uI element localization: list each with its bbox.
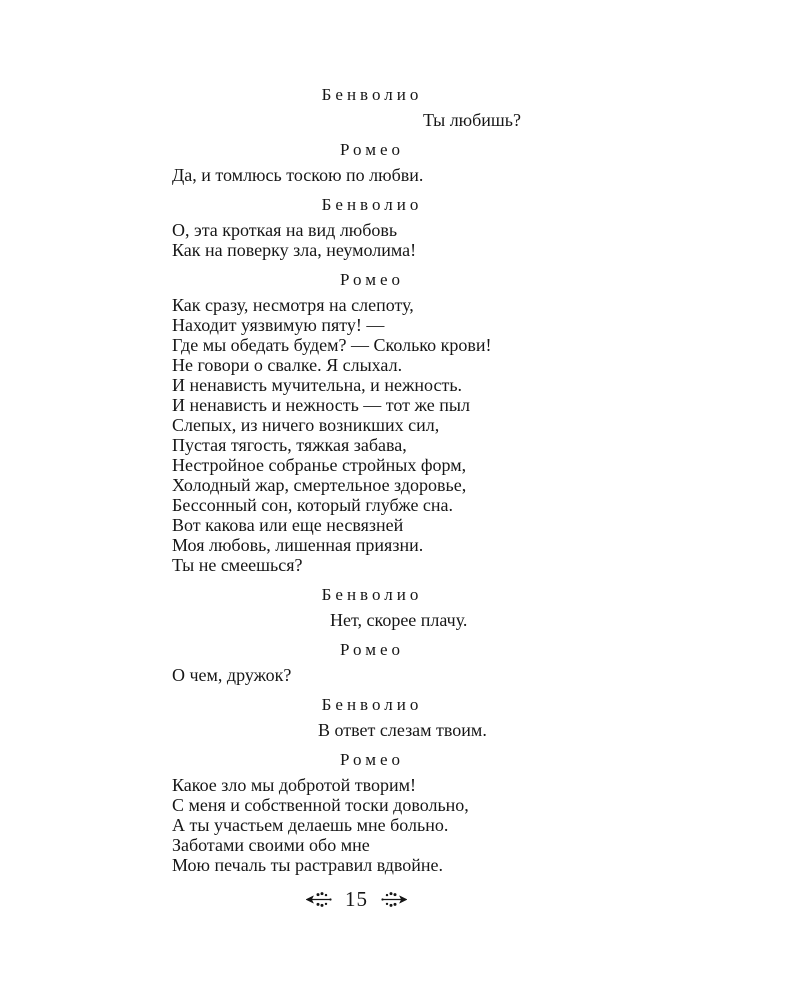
speaker-heading: Ромео	[339, 640, 404, 659]
verse-line: Вот какова или еще несвязней	[172, 515, 404, 535]
page-number: 15	[345, 887, 368, 911]
verse-line: Заботами своими обо мне	[172, 835, 370, 855]
verse-line: О чем, дружок?	[172, 665, 292, 685]
verse-line: В ответ слезам твоим.	[318, 720, 487, 740]
speaker-heading: Ромео	[339, 270, 404, 289]
verse-line: Как на поверку зла, неумолима!	[172, 240, 417, 260]
verse-line: А ты участьем делаешь мне больно.	[172, 815, 449, 835]
verse-line: Да, и томлюсь тоскою по любви.	[172, 165, 424, 185]
verse-line: О, эта кроткая на вид любовь	[172, 220, 398, 240]
verse-line: Находит уязвимую пяту! —	[172, 315, 385, 335]
verse-text-block	[172, 75, 572, 875]
speaker-heading: Бенволио	[321, 85, 423, 104]
verse-line: Не говори о свалке. Я слыхал.	[172, 355, 403, 375]
verse-line: Ты не смеешься?	[172, 555, 303, 575]
verse-line: Холодный жар, смертельное здоровье,	[172, 475, 467, 495]
speaker-heading: Бенволио	[321, 195, 423, 214]
verse-line: Мою печаль ты растравил вдвойне.	[172, 855, 444, 875]
speaker-heading: Ромео	[339, 750, 404, 769]
speaker-heading: Бенволио	[321, 695, 423, 714]
page-footer	[305, 887, 408, 911]
verse-line: Бессонный сон, который глубже сна.	[172, 495, 454, 515]
verse-line: С меня и собственной тоски довольно,	[172, 795, 469, 815]
speaker-heading: Ромео	[339, 140, 404, 159]
verse-line: Слепых, из ничего возникших сил,	[172, 415, 440, 435]
verse-line: Нет, скорее плачу.	[330, 610, 468, 630]
verse-line: И ненависть мучительна, и нежность.	[172, 375, 463, 395]
verse-line: Пустая тягость, тяжкая забава,	[172, 435, 407, 455]
verse-line: И ненависть и нежность — тот же пыл	[172, 395, 470, 415]
floral-arrow-left-icon	[305, 891, 332, 908]
floral-arrow-right-icon	[381, 891, 408, 908]
verse-line: Ты любишь?	[423, 110, 521, 130]
verse-line: Где мы обедать будем? — Сколько крови!	[172, 335, 492, 355]
verse-line: Нестройное собранье стройных форм,	[172, 455, 467, 475]
verse-line: Как сразу, несмотря на слепоту,	[172, 295, 414, 315]
verse-line: Какое зло мы добротой творим!	[172, 775, 416, 795]
speaker-heading: Бенволио	[321, 585, 423, 604]
verse-line: Моя любовь, лишенная приязни.	[172, 535, 424, 555]
